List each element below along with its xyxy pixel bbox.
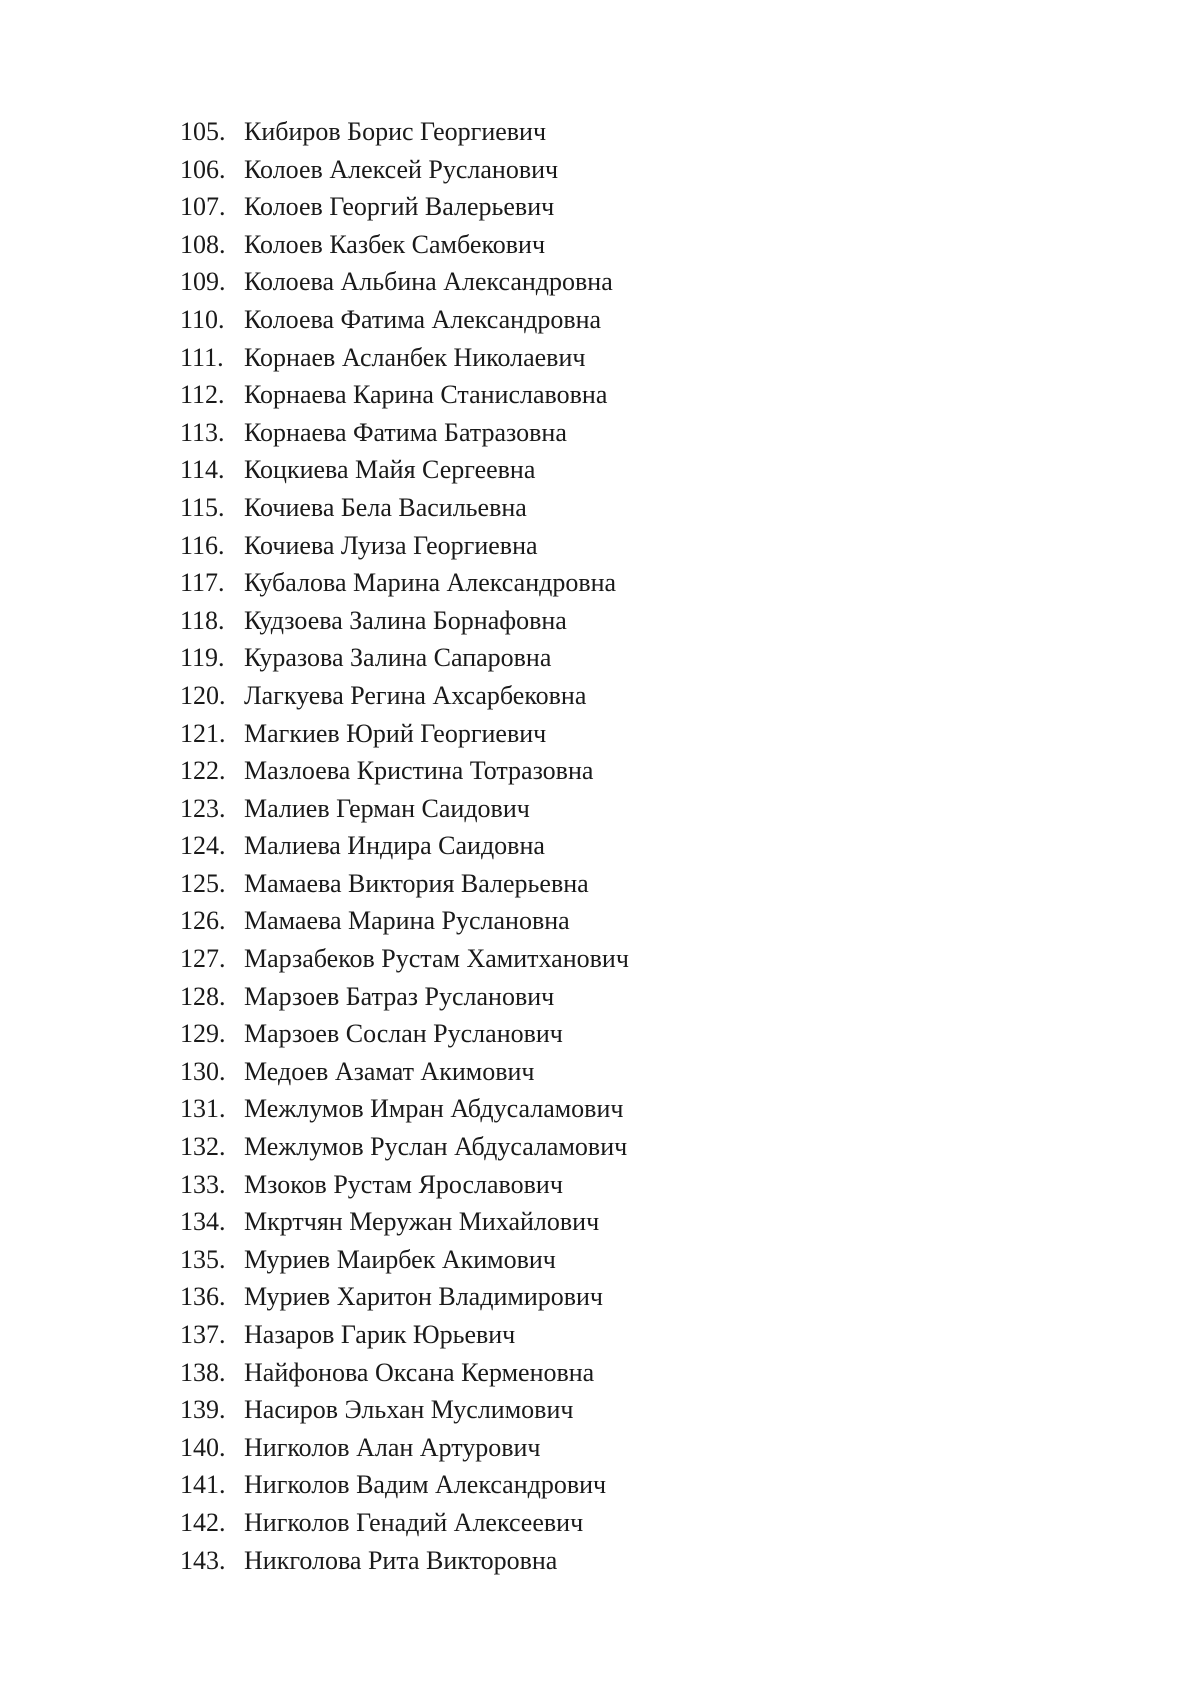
item-name: Нигколов Генадий Алексеевич	[244, 1507, 584, 1537]
item-number: 119.	[180, 643, 225, 673]
list-item	[180, 827, 629, 865]
list-item	[180, 414, 629, 452]
item-number: 123.	[180, 793, 226, 823]
item-number: 105.	[180, 117, 226, 146]
item-number: 120.	[180, 680, 226, 710]
item-number: 139.	[180, 1395, 226, 1425]
item-name: Никголова Рита Викторовна	[244, 1545, 558, 1575]
list-item	[180, 715, 629, 753]
item-name: Марзоев Сослан Русланович	[244, 1019, 563, 1049]
item-name: Лагкуева Регина Ахсарбековна	[244, 680, 587, 710]
item-name: Колоев Георгий Валерьевич	[244, 192, 555, 222]
list-item	[180, 677, 629, 715]
item-number: 111.	[180, 342, 224, 372]
list-item	[180, 1053, 629, 1091]
item-number: 129.	[180, 1019, 226, 1049]
item-number: 131.	[180, 1094, 226, 1124]
list-item	[180, 1504, 629, 1542]
item-number: 118.	[180, 605, 225, 635]
list-item	[180, 376, 629, 414]
list-item	[180, 151, 629, 189]
item-number: 116.	[180, 530, 225, 560]
item-number: 140.	[180, 1432, 226, 1462]
item-name: Корнаева Фатима Батразовна	[244, 417, 567, 447]
item-number: 135.	[180, 1244, 226, 1274]
list-item	[180, 902, 629, 940]
list-item	[180, 1128, 629, 1166]
list-item	[180, 1542, 629, 1580]
item-name: Мамаева Марина Руслановна	[244, 906, 570, 936]
list-item	[180, 1278, 629, 1316]
item-number: 124.	[180, 831, 226, 861]
list-item	[180, 978, 629, 1016]
item-name: Магкиев Юрий Георгиевич	[244, 718, 547, 748]
item-name: Кибиров Борис Георгиевич	[244, 117, 547, 146]
list-item	[180, 1090, 629, 1128]
item-number: 125.	[180, 868, 226, 898]
list-item	[180, 1203, 629, 1241]
item-number: 126.	[180, 906, 226, 936]
list-item	[180, 865, 629, 903]
item-name: Нигколов Вадим Александрович	[244, 1470, 607, 1500]
item-name: Кубалова Марина Александровна	[244, 568, 617, 598]
list-item	[180, 602, 629, 640]
item-name: Куразова Залина Сапаровна	[244, 643, 552, 673]
list-item	[180, 301, 629, 339]
list-item	[180, 113, 629, 151]
list-item	[180, 226, 629, 264]
item-name: Колоев Алексей Русланович	[244, 154, 559, 184]
list-item	[180, 1466, 629, 1504]
item-name: Марзабеков Рустам Хамитханович	[244, 944, 629, 974]
item-number: 110.	[180, 304, 225, 334]
list-item	[180, 263, 629, 301]
item-name: Кочиева Бела Васильевна	[244, 492, 527, 522]
list-item	[180, 940, 629, 978]
item-number: 112.	[180, 380, 225, 410]
item-name: Муриев Маирбек Акимович	[244, 1244, 556, 1274]
item-name: Мамаева Виктория Валерьевна	[244, 868, 589, 898]
list-item	[180, 1391, 629, 1429]
list-item	[180, 1015, 629, 1053]
item-name: Марзоев Батраз Русланович	[244, 981, 555, 1011]
list-item	[180, 527, 629, 565]
item-number: 143.	[180, 1545, 226, 1575]
list-item	[180, 639, 629, 677]
item-number: 134.	[180, 1207, 226, 1237]
item-number: 122.	[180, 756, 226, 786]
item-number: 136.	[180, 1282, 226, 1312]
item-name: Малиев Герман Саидович	[244, 793, 530, 823]
item-number: 138.	[180, 1357, 226, 1387]
item-name: Кудзоева Залина Борнафовна	[244, 605, 567, 635]
item-name: Кочиева Луиза Георгиевна	[244, 530, 538, 560]
item-name: Малиева Индира Саидовна	[244, 831, 545, 861]
item-name: Мазлоева Кристина Тотразовна	[244, 756, 594, 786]
item-number: 121.	[180, 718, 226, 748]
item-name: Корнаева Карина Станиславовна	[244, 380, 608, 410]
item-number: 132.	[180, 1132, 226, 1162]
item-number: 127.	[180, 944, 226, 974]
item-name: Найфонова Оксана Керменовна	[244, 1357, 595, 1387]
item-name: Назаров Гарик Юрьевич	[244, 1320, 516, 1349]
item-name: Насиров Эльхан Муслимович	[244, 1395, 574, 1425]
list-item	[180, 188, 629, 226]
item-name: Колоева Фатима Александровна	[244, 304, 602, 334]
item-number: 108.	[180, 229, 226, 259]
item-number: 142.	[180, 1507, 226, 1537]
item-name: Мзоков Рустам Ярославович	[244, 1169, 563, 1199]
item-number: 133.	[180, 1169, 226, 1199]
item-number: 114.	[180, 455, 225, 485]
item-number: 106.	[180, 154, 226, 184]
list-item	[180, 1316, 629, 1354]
item-name: Корнаев Асланбек Николаевич	[244, 342, 586, 372]
item-number: 109.	[180, 267, 226, 297]
item-number: 117.	[180, 568, 225, 598]
list-item	[180, 564, 629, 602]
item-number: 130.	[180, 1056, 226, 1086]
item-name: Муриев Харитон Владимирович	[244, 1282, 603, 1312]
item-name: Коцкиева Майя Сергеевна	[244, 455, 536, 485]
item-name: Нигколов Алан Артурович	[244, 1432, 541, 1462]
list-item	[180, 489, 629, 527]
list-item	[180, 1354, 629, 1392]
item-number: 115.	[180, 492, 225, 522]
item-number: 128.	[180, 981, 226, 1011]
list-item	[180, 790, 629, 828]
item-number: 113.	[180, 417, 225, 447]
item-name: Колоева Альбина Александровна	[244, 267, 613, 297]
list-item	[180, 1166, 629, 1204]
list-item	[180, 1429, 629, 1467]
list-item	[180, 339, 629, 377]
item-name: Межлумов Имран Абдусаламович	[244, 1094, 624, 1124]
name-list	[180, 113, 629, 1579]
item-name: Колоев Казбек Самбекович	[244, 229, 546, 259]
item-number: 107.	[180, 192, 226, 222]
item-name: Межлумов Руслан Абдусаламович	[244, 1132, 628, 1162]
item-number: 141.	[180, 1470, 226, 1500]
list-item	[180, 752, 629, 790]
item-name: Медоев Азамат Акимович	[244, 1056, 535, 1086]
list-item	[180, 1241, 629, 1279]
item-name: Мкртчян Меружан Михайлович	[244, 1207, 600, 1237]
list-item	[180, 451, 629, 489]
item-number: 137.	[180, 1320, 226, 1349]
